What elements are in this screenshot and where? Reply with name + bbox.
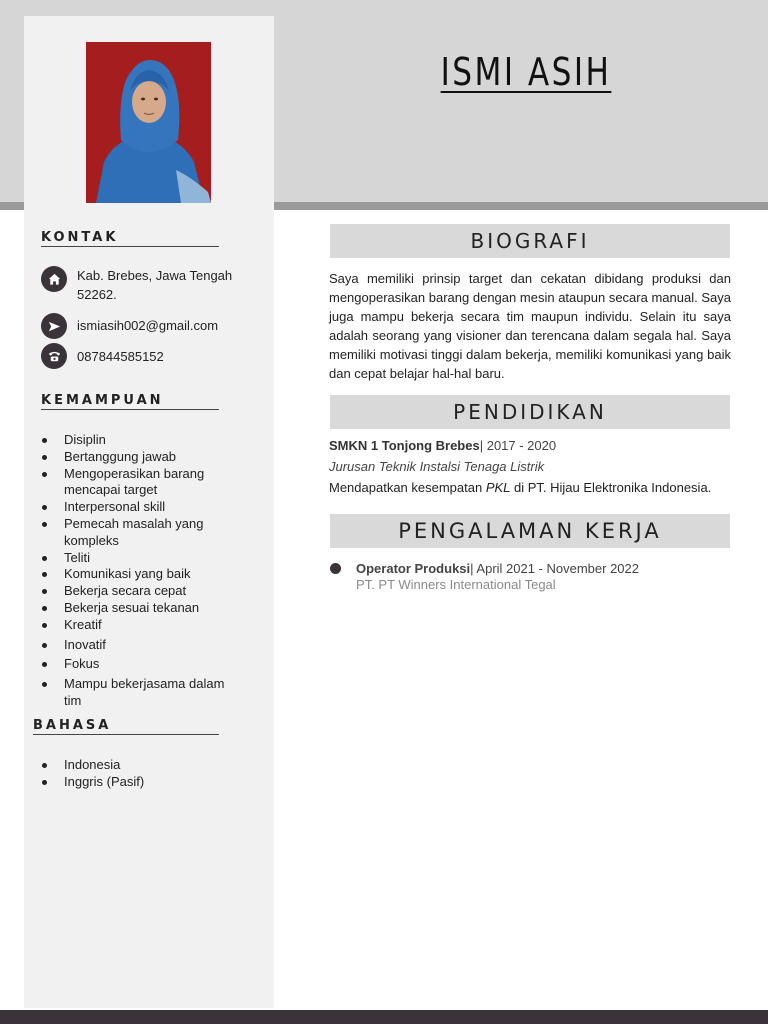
- experience-period: | April 2021 - November 2022: [470, 561, 640, 576]
- list-item: Teliti: [41, 550, 241, 567]
- contact-address: [41, 266, 237, 304]
- experience-role-line: [356, 561, 639, 576]
- list-item: Fokus: [41, 656, 241, 673]
- list-item: Bekerja sesuai tekanan: [41, 600, 241, 617]
- address-line-2: 52262.: [77, 287, 117, 302]
- list-item: Mengoperasikan barang mencapai target: [41, 466, 221, 500]
- note-prefix: Mendapatkan kesempatan: [329, 480, 486, 495]
- education-school-line: [329, 438, 556, 453]
- biografi-text: Saya memiliki prinsip target dan cekatan dibidang produksi dan mengoperasikan barang dengan mesin ataupun secara manual. Saya juga mampu bekerja secara tim maupun individu. Selain itu saya adalah seorang yang visioner dan terencana dalam segala hal. Saya memiliki motivasi tinggi dalam bekerja, memiliki komunikasi yang baik dan cepat belajar hal-hal baru.: [329, 271, 731, 381]
- phone-text[interactable]: 087844585152: [77, 349, 164, 364]
- list-item: Komunikasi yang baik: [41, 566, 241, 583]
- contact-email: [41, 313, 237, 339]
- list-item: Indonesia: [41, 757, 241, 774]
- experience-company: PT. PT Winners International Tegal: [356, 577, 556, 592]
- footer-bar: [0, 1010, 768, 1024]
- note-emphasis: PKL: [485, 480, 511, 495]
- pendidikan-heading: PENDIDIKAN: [330, 395, 730, 429]
- pengalaman-heading: PENGALAMAN KERJA: [330, 514, 730, 548]
- list-item: Bertanggung jawab: [41, 449, 241, 466]
- list-item: Kreatif: [41, 617, 241, 634]
- kontak-heading: KONTAK: [41, 230, 219, 247]
- send-icon: [41, 313, 67, 339]
- languages-list: [41, 757, 241, 791]
- biografi-heading: BIOGRAFI: [330, 224, 730, 258]
- profile-photo: [86, 42, 211, 203]
- experience-role: Operator Produksi: [356, 561, 471, 576]
- list-item: Inovatif: [41, 637, 241, 654]
- contact-phone: [41, 343, 237, 369]
- list-item: Interpersonal skill: [41, 499, 241, 516]
- skills-list: [41, 432, 241, 710]
- list-item: Inggris (Pasif): [41, 774, 241, 791]
- note-suffix: di PT. Hijau Elektronika Indonesia.: [510, 480, 712, 495]
- kemampuan-heading: KEMAMPUAN: [41, 393, 219, 410]
- education-major: Jurusan Teknik Instalsi Tenaga Listrik: [329, 459, 545, 474]
- list-item: Bekerja secara cepat: [41, 583, 241, 600]
- phone-icon: [41, 343, 67, 369]
- candidate-name: ISMI ASIH: [440, 50, 612, 94]
- email-text[interactable]: ismiasih002@gmail.com: [77, 318, 219, 333]
- list-item: Pemecah masalah yang kompleks: [41, 516, 221, 550]
- experience-bullet: [330, 563, 341, 574]
- education-note: [329, 480, 711, 495]
- address-line-1: Kab. Brebes, Jawa Tengah: [77, 268, 233, 283]
- bahasa-heading: BAHASA: [33, 718, 219, 735]
- list-item: Mampu bekerjasama dalam tim: [41, 676, 241, 710]
- home-icon: [41, 266, 67, 292]
- school-years: | 2017 - 2020: [479, 438, 557, 453]
- school-name: SMKN 1 Tonjong Brebes: [329, 438, 480, 453]
- list-item: Disiplin: [41, 432, 241, 449]
